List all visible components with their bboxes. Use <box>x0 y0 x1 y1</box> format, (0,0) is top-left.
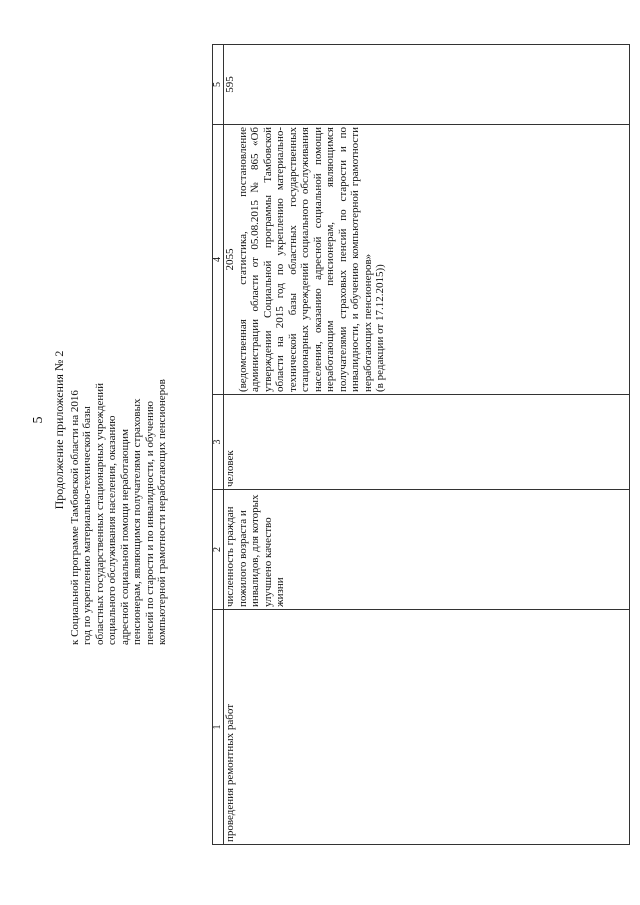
annex-line: компьютерной грамотности неработающих пенсионеров <box>156 379 168 645</box>
table-header-row <box>213 45 224 845</box>
cell-indicator: численность граждан пожилого возраста и инвалидов, для которых улучшено качество жизни <box>224 490 630 610</box>
annex-line: пенсионерам, являющимся получателями страховых <box>131 398 143 645</box>
value-2015: 2055 <box>224 248 236 271</box>
cell-unit: человек <box>224 395 630 490</box>
annex-title: Продолжение приложения № 2 <box>52 350 66 510</box>
cell-target-value: 595 <box>224 45 630 125</box>
cell-activity: проведения ремонтных работ <box>224 610 630 845</box>
column-header-3: 3 <box>213 395 224 490</box>
source-text: (ведомственная статистика, постановление администрации области от 05.08.2015 № 865 «Об утверждении Социальной программы Тамбовской области на 2015 год по укреплению материально-технической базы областных государственных стационарных учреждений социального обслуживания населения, оказанию адресной социальной помощи неработающим пенсионерам, являющимся получателями страховых пенсий по старости и по инвалидности, и обучению компьютерной грамотности неработающих пенсионеров» <box>236 124 374 392</box>
column-header-5: 5 <box>213 45 224 125</box>
indicator-table <box>212 45 632 845</box>
annex-line: областных государственных стационарных учреждений <box>93 383 106 645</box>
annex-header <box>53 215 193 645</box>
annex-line: год по укреплению материально-технической базы <box>81 406 93 645</box>
column-header-1: 1 <box>213 610 224 845</box>
column-header-4: 4 <box>213 125 224 395</box>
table-row <box>224 45 630 845</box>
annex-line: пенсий по старости и по инвалидности, и обучению <box>143 400 156 645</box>
page-number: 5 <box>31 416 46 424</box>
source-note: (в редакции от 17.12.2015)) <box>374 264 386 392</box>
annex-line: к Социальной программе Тамбовской области на 2016 <box>68 390 81 645</box>
annex-line: социального обслуживания населения, оказанию <box>106 415 118 645</box>
annex-line: адресной социальной помощи неработающим <box>118 429 131 645</box>
cell-value-source <box>224 125 630 395</box>
column-header-2: 2 <box>213 490 224 610</box>
table <box>212 44 630 845</box>
